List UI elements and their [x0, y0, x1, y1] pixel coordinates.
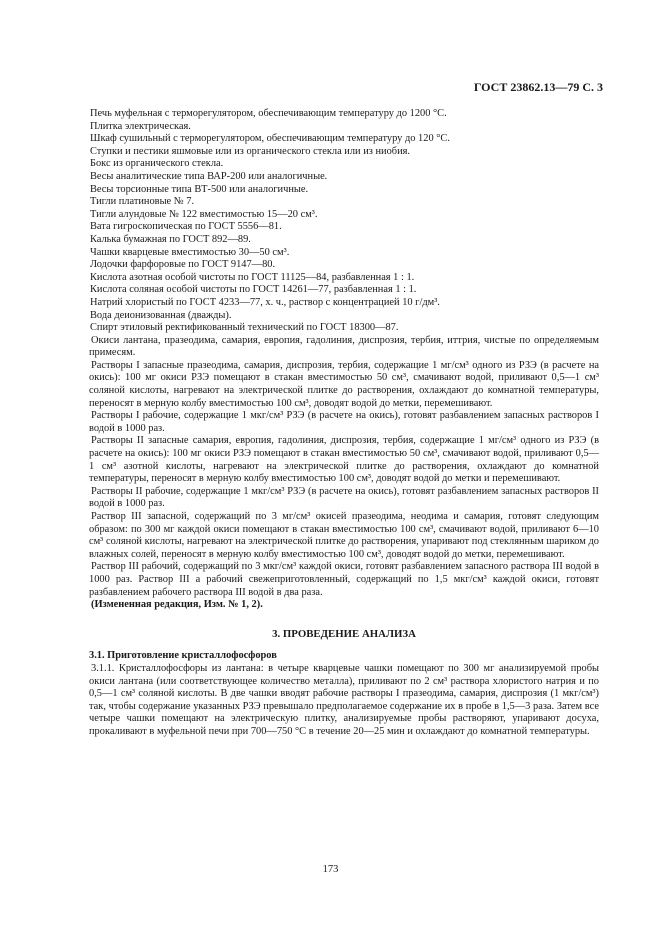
section-title: 3. ПРОВЕДЕНИЕ АНАЛИЗА: [272, 627, 416, 640]
list-item: Вата гигроскопическая по ГОСТ 5556—81.: [90, 221, 282, 233]
page-header: ГОСТ 23862.13—79 С. 3: [473, 80, 603, 94]
list-item: Кислота соляная особой чистоты по ГОСТ 14261—77, разбавленная 1 : 1.: [90, 284, 417, 296]
list-item: Ступки и пестики яшмовые или из органического стекла или из ниобия.: [90, 145, 411, 157]
subsection-title: 3.1. Приготовление кристаллофосфоров: [89, 650, 277, 662]
list-item: Тигли алундовые № 122 вместимостью 15—20 см³.: [90, 208, 318, 220]
list-item: Спирт этиловый ректификованный технический по ГОСТ 18300—87.: [90, 322, 399, 334]
page-number: 173: [322, 864, 339, 875]
amendment-note: (Измененная редакция, Изм. № 1, 2).: [91, 599, 263, 611]
list-item: Лодочки фарфоровые по ГОСТ 9147—80.: [90, 259, 276, 271]
list-item: Калька бумажная по ГОСТ 892—89.: [90, 233, 251, 245]
list-item: Натрий хлористый по ГОСТ 4233—77, х. ч., раствор с концентрацией 10 г/дм³.: [90, 296, 440, 308]
paragraph: Окиси лантана, празеодима, самария, европия, гадолиния, диспрозия, тербия, иттрия, чистые по определяемым примесям.: [89, 334, 599, 359]
list-item: Весы торсионные типа ВТ-500 или аналогичные.: [90, 183, 309, 195]
paragraph: Раствор III рабочий, содержащий по 3 мкг/см³ каждой окиси, готовят разбавлением запасного раствора III водой в 1000 раз. Раствор III а рабочий свежеприготовленный, содержащий по 1,5 мкг/см³ каждой окиси, готовят разбавлением рабочего раствора III водой в два раза.: [89, 561, 599, 598]
list-item: Бокс из органического стекла.: [90, 158, 224, 170]
list-item: Тигли платиновые № 7.: [90, 196, 195, 208]
list-item: Вода деионизованная (дважды).: [90, 309, 232, 321]
paragraph: Растворы I рабочие, содержащие 1 мкг/см³ РЗЭ (в расчете на окись), готовят разбавлением запасных растворов I водой в 1000 раз.: [89, 410, 599, 434]
paragraph: Растворы II рабочие, содержащие 1 мкг/см³ РЗЭ (в расчете на окись), готовят разбавлением запасных растворов II водой в 1000 раз.: [89, 485, 599, 510]
paragraph: Растворы II запасные самария, европия, гадолиния, диспрозия, тербия, содержащие 1 мг/см³ одного из РЗЭ (в расчете на окись): 100 мг окиси РЗЭ помещают в стакан вместимостью 50 см³, смачивают водой, приливают 0,5—1 см³ азотной кислоты, нагревают на электрической плитке до растворения, охлаждают до комнатной температуры, переносят в мерную колбу вместимостью 100 см³, доводят водой до метки и перемешивают.: [89, 435, 599, 485]
list-item: Шкаф сушильный с терморегулятором, обеспечивающим температуру до 120 °С.: [90, 133, 450, 145]
list-item: Плитка электрическая.: [90, 120, 191, 132]
paragraph: 3.1.1. Кристаллофосфоры из лантана: в четыре кварцевые чашки помещают по 300 мг анализируемой пробы окиси лантана (или соответствующее количество металла), приливают по 2 см³ раствора хлористого натрия и по 0,5—1 см³ соляной кислоты. В две чашки вводят рабочие растворы I празеодима, самария, диспрозия (1 мкг/см³) так, чтобы содержание указанных РЗЭ превышало предполагаемое содержание их в пробе в 1,5—3 раза. Затем все четыре чашки помещают на электрическую плитку, анализируемые пробы растворяют, упаривают досуха, прокаливают в муфельной печи при 700—750 °С в течение 20—25 мин и охлаждают до комнатной температуры.: [89, 662, 599, 737]
document-body: [89, 108, 599, 739]
list-item: Чашки кварцевые вместимостью 30—50 см³.: [90, 246, 290, 258]
list-item: Печь муфельная с терморегулятором, обеспечивающим температуру до 1200 °С.: [90, 108, 447, 119]
paragraph: Растворы I запасные празеодима, самария, диспрозия, тербия, содержащие 1 мг/см³ одного из РЗЭ (в расчете на окись): 100 мг окиси РЗЭ помещают в стакан вместимостью 50 см³, смачивают водой, приливают 0,5—1 см³ соляной кислоты, нагревают на электрической плитке до растворения, охлаждают до комнатной температуры, переносят в мерную колбу вместимостью 100 см³, доводят водой до метки, перемешивают.: [89, 359, 599, 409]
list-item: Весы аналитические типа ВАР-200 или аналогичные.: [90, 170, 328, 182]
list-item: Кислота азотная особой чистоты по ГОСТ 11125—84, разбавленная 1 : 1.: [90, 271, 415, 283]
equipment-list: [89, 108, 599, 335]
paragraph: Раствор III запасной, содержащий по 3 мг/см³ окисей празеодима, неодима и самария, готовят следующим образом: по 300 мг каждой окиси помещают в стакан вместимостью 100 см³, смачивают водой, приливают 6—10 см³ соляной кислоты, нагревают на электрической плитке до растворения, упаривают под стеклянным шариком до влажных солей, переносят в мерную колбу вместимостью 100 см³, доводят водой до метки, перемешивают.: [89, 511, 599, 560]
